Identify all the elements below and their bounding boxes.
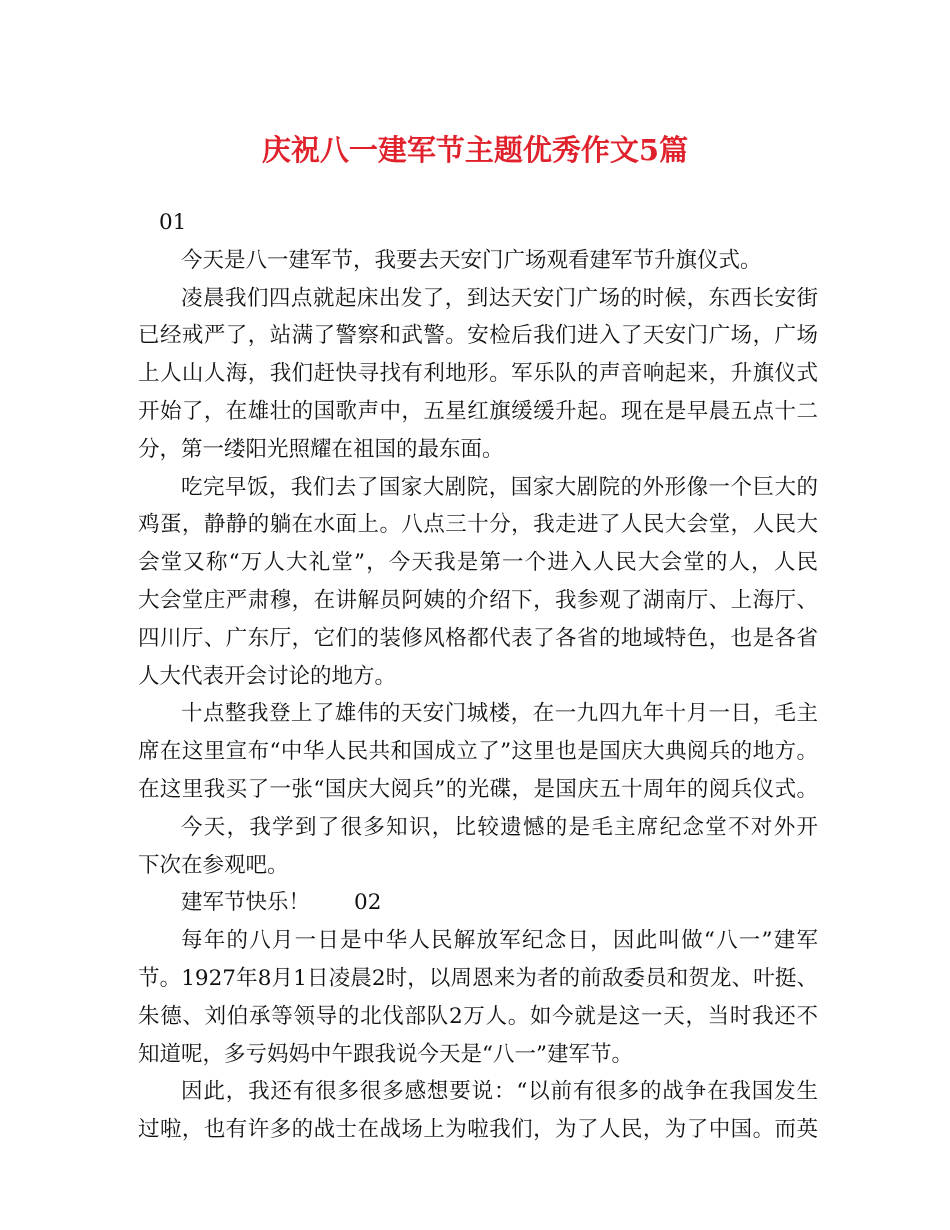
paragraph-line: 知道呢，多亏妈妈中午跟我说今天是“八一”建军节。 xyxy=(138,1041,633,1067)
paragraph-line: 大会堂庄严肃穆，在讲解员阿姨的介绍下，我参观了湖南厅、上海厅、 xyxy=(138,587,818,613)
paragraph-line: 已经戒严了，站满了警察和武警。安检后我们进入了天安门广场，广场 xyxy=(138,323,818,349)
document-body xyxy=(138,204,818,1149)
paragraph-line: 朱德、刘伯承等领导的北伐部队2万人。如今就是这一天，当时我还不 xyxy=(138,1003,818,1029)
paragraph-line: 因此，我还有很多很多感想要说：“以前有很多的战争在我国发生 xyxy=(181,1079,818,1105)
paragraph-line: 人大代表开会讨论的地方。 xyxy=(138,663,397,689)
paragraph-line: 过啦，也有许多的战士在战场上为啦我们，为了人民，为了中国。而英 xyxy=(138,1117,818,1143)
section-marker-02: 02 xyxy=(354,890,382,916)
section-marker-01: 01 xyxy=(159,210,187,235)
paragraph-line: 上人山人海，我们赶快寻找有利地形。军乐队的声音响起来，升旗仪式 xyxy=(138,361,818,387)
closing-greeting: 建军节快乐！ xyxy=(181,890,311,916)
paragraph-line: 凌晨我们四点就起床出发了，到达天安门广场的时候，东西长安街 xyxy=(181,285,818,311)
paragraph-line: 每年的八月一日是中华人民解放军纪念日，因此叫做“八一”建军 xyxy=(181,928,818,954)
paragraph-line: 十点整我登上了雄伟的天安门城楼，在一九四九年十月一日，毛主 xyxy=(181,701,818,727)
paragraph-line: 今天，我学到了很多知识，比较遗憾的是毛主席纪念堂不对外开 xyxy=(181,814,818,840)
paragraph-line: 开始了，在雄壮的国歌声中，五星红旗缓缓升起。现在是早晨五点十二 xyxy=(138,398,818,424)
paragraph-line: 席在这里宣布“中华人民共和国成立了”这里也是国庆大典阅兵的地方。 xyxy=(138,739,818,765)
paragraph-line: 在这里我买了一张“国庆大阅兵”的光碟，是国庆五十周年的阅兵仪式。 xyxy=(138,776,818,802)
paragraph-line: 分，第一缕阳光照耀在祖国的最东面。 xyxy=(138,436,504,462)
closing-line xyxy=(138,884,818,922)
paragraph-line: 吃完早饭，我们去了国家大剧院，国家大剧院的外形像一个巨大的 xyxy=(181,474,818,500)
paragraph-line: 下次在参观吧。 xyxy=(138,852,289,878)
document-title: 庆祝八一建军节主题优秀作文5篇 xyxy=(261,133,689,167)
paragraph-line: 会堂又称“万人大礼堂”，今天我是第一个进入人民大会堂的人，人民 xyxy=(138,550,818,576)
paragraph-line: 节。1927年8月1日凌晨2时，以周恩来为者的前敌委员和贺龙、叶挺、 xyxy=(138,965,818,991)
paragraph-line: 鸡蛋，静静的躺在水面上。八点三十分，我走进了人民大会堂，人民大 xyxy=(138,512,818,538)
paragraph-line: 今天是八一建军节，我要去天安门广场观看建军节升旗仪式。 xyxy=(181,247,762,273)
paragraph-line: 四川厅、广东厅，它们的装修风格都代表了各省的地域特色，也是各省 xyxy=(138,625,818,651)
